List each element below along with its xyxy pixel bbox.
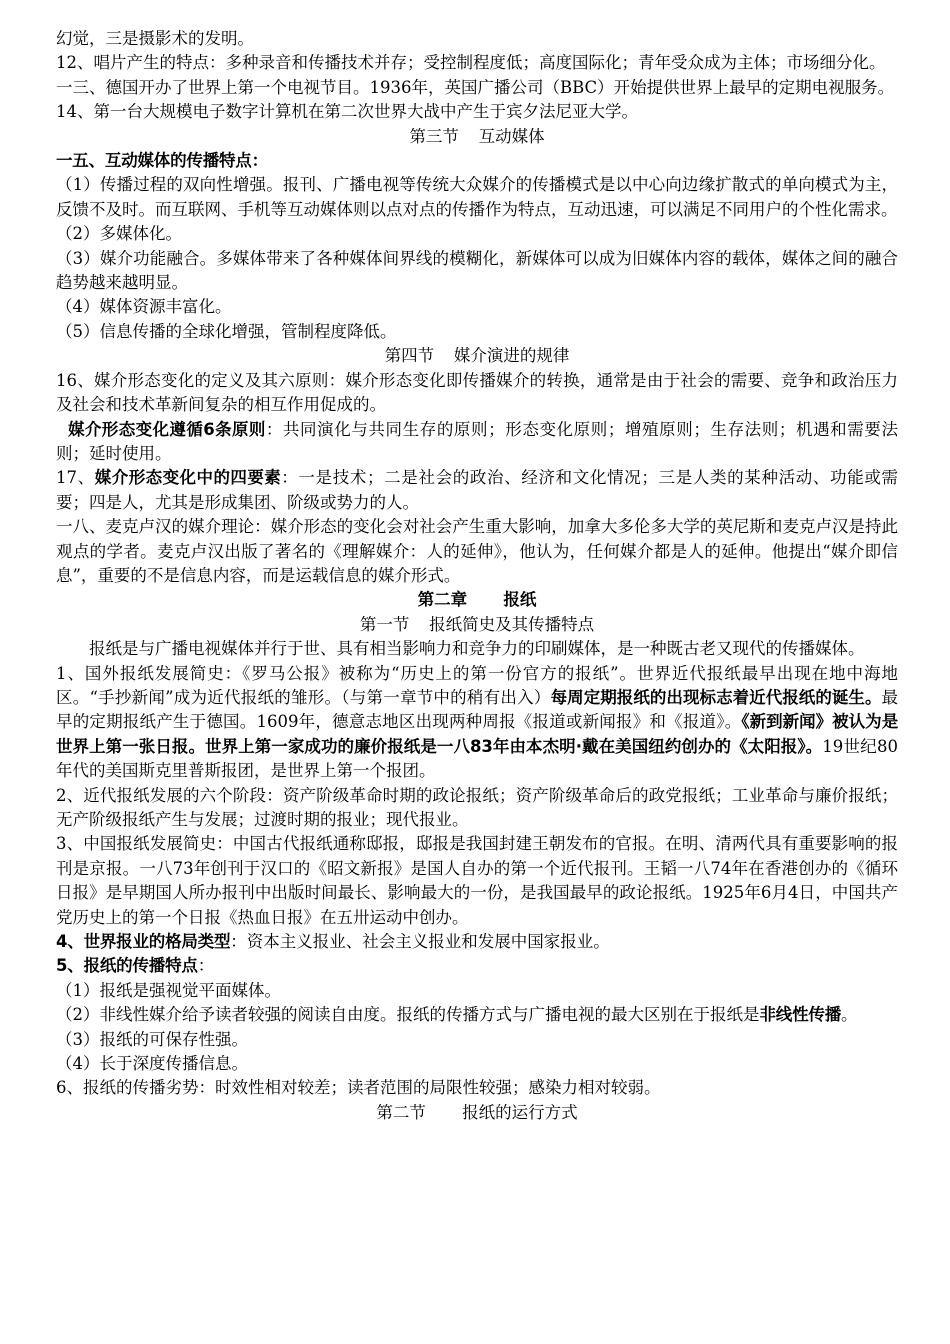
text: 。 <box>841 1005 858 1025</box>
paragraph-point-1 <box>56 173 898 222</box>
text: 16、媒介形态变化的定义及其六原则：媒介形态变化即传播媒介的转换，通常是由于社会的需要、竞争和政治压力及社会和技术革新间复杂的相互作用促成的。 <box>56 370 898 415</box>
section-heading-4 <box>56 344 898 368</box>
text: （1）传播过程的双向性增强。报刊、广播电视等传统大众媒介的传播模式是以中心向边缘扩散式的单向模式为主，反馈不及时。而互联网、手机等互动媒体则以点对点的传播作为特点，互动迅速，可以满足不同用户的个性化需求。 <box>56 175 898 219</box>
bold-text: 4、世界报业的格局类型 <box>56 932 231 952</box>
paragraph-item-14 <box>56 100 898 124</box>
section-heading-1 <box>56 613 898 637</box>
paragraph-world-pattern <box>56 930 898 954</box>
bold-heading: 一五、互动媒体的传播特点： <box>56 151 268 171</box>
section-number: 第四节 <box>384 346 435 366</box>
section-heading-2 <box>56 1101 898 1125</box>
section-number: 第二节 <box>376 1102 426 1122</box>
chapter-heading-2 <box>56 588 898 612</box>
text: 14、第一台大规模电子数字计算机在第二次世界大战中产生于宾夕法尼亚大学。 <box>56 102 638 122</box>
bold-text: 非线性传播 <box>759 1005 842 1025</box>
paragraph-feature-4 <box>56 1052 898 1076</box>
paragraph-point-2 <box>56 222 898 246</box>
section-title: 媒介演进的规律 <box>453 346 570 366</box>
paragraph-newspaper-intro <box>56 637 898 661</box>
section-title: 互动媒体 <box>478 126 545 146</box>
paragraph-item-15-heading <box>56 149 898 173</box>
text: （5）信息传播的全球化增强，管制程度降低。 <box>56 321 397 341</box>
section-number: 第三节 <box>409 126 459 146</box>
text: ：一是技术；二是社会的政治、经济和文化情况；三是人类的某种活动、功能或需要；四是人，尤其是形成集团、阶级或势力的人。 <box>56 468 898 512</box>
paragraph-point-4 <box>56 295 898 319</box>
text: 2、近代报纸发展的六个阶段：资产阶级革命时期的政论报纸；资产阶级革命后的政党报纸；工业革命与廉价报纸；无产阶级报纸产生与发展；过渡时期的报业；现代报业。 <box>56 785 898 829</box>
section-heading-3 <box>56 125 898 149</box>
text: （2）非线性媒介给予读者较强的阅读自由度。报纸的传播方式与广播电视的最大区别在于报纸是 <box>56 1005 760 1025</box>
paragraph-foreign-history <box>56 662 898 784</box>
text: ： <box>197 956 215 976</box>
text: 一三、德国开办了世界上第一个电视节目。1936年，英国广播公司（BBC）开始提供世界上最早的定期电视服务。 <box>56 77 895 97</box>
text: （4）长于深度传播信息。 <box>56 1054 248 1074</box>
text: （2）多媒体化。 <box>56 224 182 244</box>
paragraph-point-3 <box>56 247 898 296</box>
bold-text: 媒介形态变化中的四要素 <box>94 468 282 488</box>
paragraph-point-5 <box>56 320 898 344</box>
text: （3）媒介功能融合。多媒体带来了各种媒体间界线的模糊化，新媒体可以成为旧媒体内容的载体，媒体之间的融合趋势越来越明显。 <box>56 248 898 293</box>
text: ：资本主义报业、社会主义报业和发展中国家报业。 <box>230 932 610 952</box>
bold-text: 媒介形态变化遵循6条原则 <box>68 419 266 439</box>
paragraph-item-17 <box>56 466 898 515</box>
paragraph-six-stages <box>56 784 898 833</box>
text: （4）媒体资源丰富化。 <box>56 297 232 317</box>
bold-text: 每周定期报纸的出现标志着近代报纸的诞生。 <box>550 687 882 707</box>
text: 3、中国报纸发展简史：中国古代报纸通称邸报，邸报是我国封建王朝发布的官报。在明、清两代具有重要影响的报刊是京报。一八73年创刊于汉口的《昭文新报》是国人自办的第一个近代报刊。王韬一八74年在香港创办的《循环日报》是早期国人所办报刊中出版时间最长、影响最大的一份，是我国最早的政论报纸。1925年6月4日，中国共产党历史上的第一个日报《热血日报》在五卅运动中创办。 <box>56 834 898 927</box>
paragraph-china-history <box>56 832 898 930</box>
paragraph-feature-1 <box>56 979 898 1003</box>
text: 报纸是与广播电视媒体并行于世、具有相当影响力和竞争力的印刷媒体，是一种既古老又现代的传播媒体。 <box>89 639 865 659</box>
paragraph-continuation <box>56 27 898 51</box>
chapter-number: 第二章 <box>417 590 468 610</box>
text: （3）报纸的可保存性强。 <box>56 1029 248 1049</box>
text: 幻觉，三是摄影术的发明。 <box>56 29 254 48</box>
text: 6、报纸的传播劣势：时效性相对较差；读者范围的局限性较强；感染力相对较弱。 <box>56 1078 661 1098</box>
text: （1）报纸是强视觉平面媒体。 <box>56 980 281 1000</box>
section-title: 报纸简史及其传播特点 <box>429 614 595 634</box>
text: 一八、麦克卢汉的媒介理论：媒介形态的变化会对社会产生重大影响，加拿大多伦多大学的英尼斯和麦克卢汉是持此观点的学者。麦克卢汉出版了著名的《理解媒介：人的延伸》，他认为，任何媒介都是人的延伸。他提出“媒介即信息”，重要的不是信息内容，而是运载信息的媒介形式。 <box>56 517 898 585</box>
bold-text: 《新到新闻》被认为是世界上第一张日报。世界上第一家成功的廉价报纸是一八83年由本杰明·戴在美国纽约创办的《太阳报》。 <box>56 712 898 756</box>
text: 1、国外报纸发展简史：《罗马公报》被称为“历史上的第一份官方的报纸”。世界近代报纸最早出现在地中海地区。“手抄新闻”成为近代报纸的雏形。（与第一章节中的稍有出入） <box>56 663 898 707</box>
paragraph-six-principles <box>56 418 898 467</box>
paragraph-item-18 <box>56 515 898 588</box>
text: 19世纪80年代的美国斯克里普斯报团，是世界上第一个报团。 <box>56 736 898 781</box>
paragraph-features-heading <box>56 954 898 978</box>
text: 12、唱片产生的特点：多种录音和传播技术并存；受控制程度低；高度国际化；青年受众成为主体；市场细分化。 <box>56 53 886 73</box>
bold-text: 5、报纸的传播特点 <box>56 956 198 976</box>
text: 最早的定期报纸产生于德国。1609年，德意志地区出现两种周报《报道或新闻报》和《报道》。 <box>56 687 898 732</box>
section-title: 报纸的运行方式 <box>462 1102 578 1122</box>
paragraph-item-12 <box>56 51 898 75</box>
paragraph-item-13 <box>56 76 898 100</box>
text: 17、 <box>56 468 95 488</box>
paragraph-disadvantages <box>56 1076 898 1100</box>
paragraph-feature-2 <box>56 1003 898 1027</box>
paragraph-item-16 <box>56 369 898 418</box>
text: ：共同演化与共同生存的原则；形态变化原则；增殖原则；生存法则；机遇和需要法则；延时使用。 <box>56 419 898 463</box>
section-number: 第一节 <box>359 614 410 634</box>
chapter-title: 报纸 <box>503 590 537 610</box>
paragraph-feature-3 <box>56 1028 898 1052</box>
